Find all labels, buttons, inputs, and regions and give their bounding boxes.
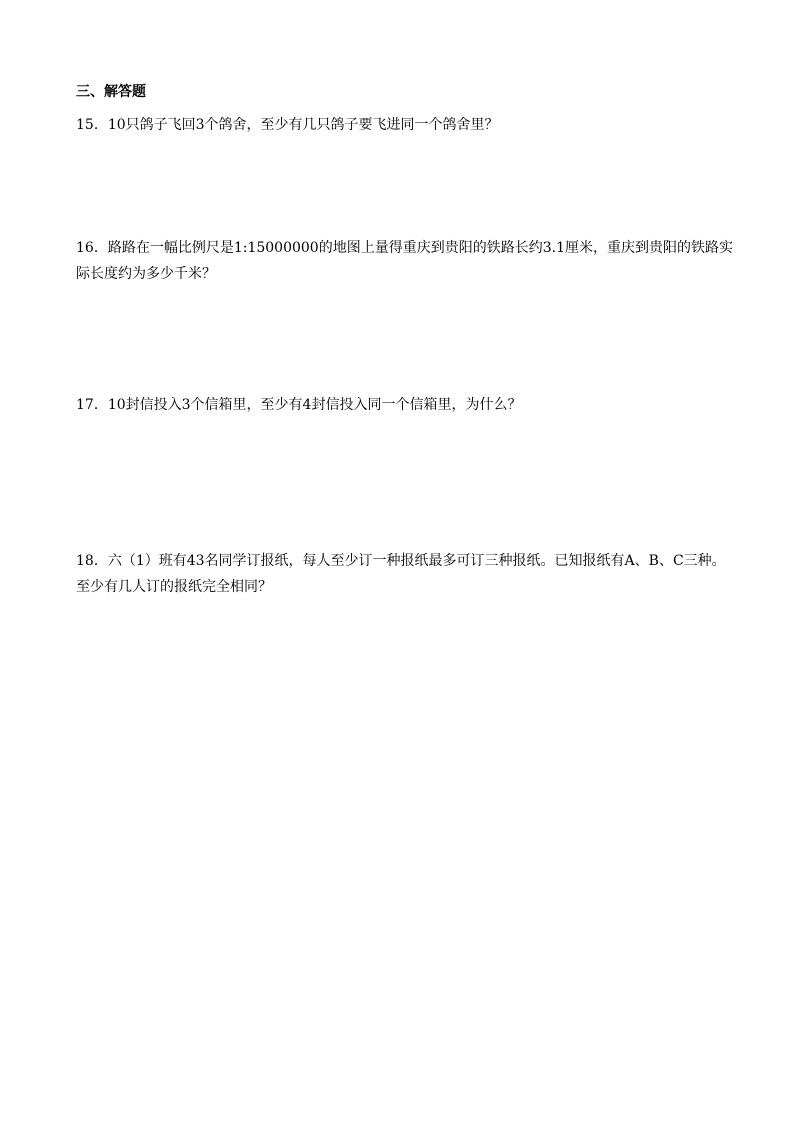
question-17 xyxy=(76,392,726,418)
question-number: 17． xyxy=(76,397,108,413)
question-number: 18． xyxy=(76,553,108,569)
question-line xyxy=(76,112,726,138)
question-number: 16． xyxy=(76,240,108,256)
question-number: 15． xyxy=(76,117,108,133)
question-text: 路路在一幅比例尺是1:15000000的地图上量得重庆到贵阳的铁路长约3.1厘米，重庆到贵阳的铁路实 xyxy=(107,240,733,256)
question-line xyxy=(76,235,733,261)
question-line xyxy=(76,392,726,418)
question-18 xyxy=(76,548,726,600)
question-text: 六（1）班有43名同学订报纸，每人至少订一种报纸最多可订三种报纸。已知报纸有A、B、C三种。 xyxy=(107,553,726,569)
question-text: 10只鸽子飞回3个鸽舍，至少有几只鸽子要飞进同一个鸽舍里？ xyxy=(107,117,499,133)
question-line-continued: 际长度约为多少千米？ xyxy=(76,266,216,282)
question-text: 10封信投入3个信箱里，至少有4封信投入同一个信箱里，为什么？ xyxy=(107,397,522,413)
section-title: 三、解答题 xyxy=(76,84,146,100)
question-16 xyxy=(76,235,733,287)
question-line xyxy=(76,548,726,574)
question-line-continued: 至少有几人订的报纸完全相同？ xyxy=(76,579,272,595)
question-15 xyxy=(76,112,726,138)
